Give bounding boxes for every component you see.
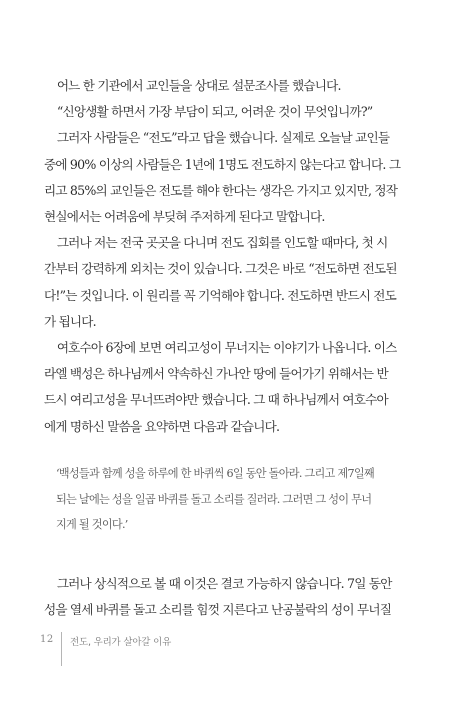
scripture-quote: ‘백성들과 함께 성을 하루에 한 바퀴씩 6일 동안 돌아라. 그리고 제7일째 되는 날에는 성을 일곱 바퀴를 돌고 소리를 질러라. 그러면 그 성이 무너 지게 될 것이다.’ (56, 467, 374, 531)
page-footer (0, 634, 470, 674)
body-paragraphs: 어느 한 기관에서 교인들을 상대로 설문조사를 했습니다. “신앙생활 하면서 가장 부담이 되고, 어려운 것이 무엇입니까?” 그러자 사람들은 “전도”라고 답을 했습니다. 실제로 오늘날 교인들 중에 90% 이상의 사람들은 1년에 1명도 전도하지 않는다고 합니다. 그 리고 85%의 교인들은 전도를 해야 한다는 생각은 가지고 있지만, 정작 현실에서는 어려움에 부딪혀 주저하게 된다고 말합니다. 그러나 저는 전국 곳곳을 다니며 전도 집회를 인도할 때마다, 첫 시 간부터 강력하게 외치는 것이 있습니다. 그것은 바로 “전도하면 전도된 다!”는 것입니다. 이 원리를 꼭 기억해야 합니다. 전도하면 반드시 전도 가 됩니다. 여호수아 6장에 보면 여리고성이 무너지는 이야기가 나옵니다. 이스 라엘 백성은 하나님께서 약속하신 가나안 땅에 들어가기 위해서는 반 드시 여리고성을 무너뜨려야만 했습니다. 그 때 하나님께서 여호수아 에게 명하신 말씀을 요약하면 다음과 같습니다. (44, 78, 401, 434)
body-paragraph-continued: 그러나 상식적으로 볼 때 이것은 결코 가능하지 않습니다. 7일 동안 성을 열세 바퀴를 돌고 소리를 힘껏 지른다고 난공불락의 성이 무너질 (44, 576, 392, 618)
running-title: 전도, 우리가 살아갈 이유 (70, 637, 172, 648)
page-number: 12 (40, 634, 54, 645)
footer-divider (61, 632, 62, 666)
